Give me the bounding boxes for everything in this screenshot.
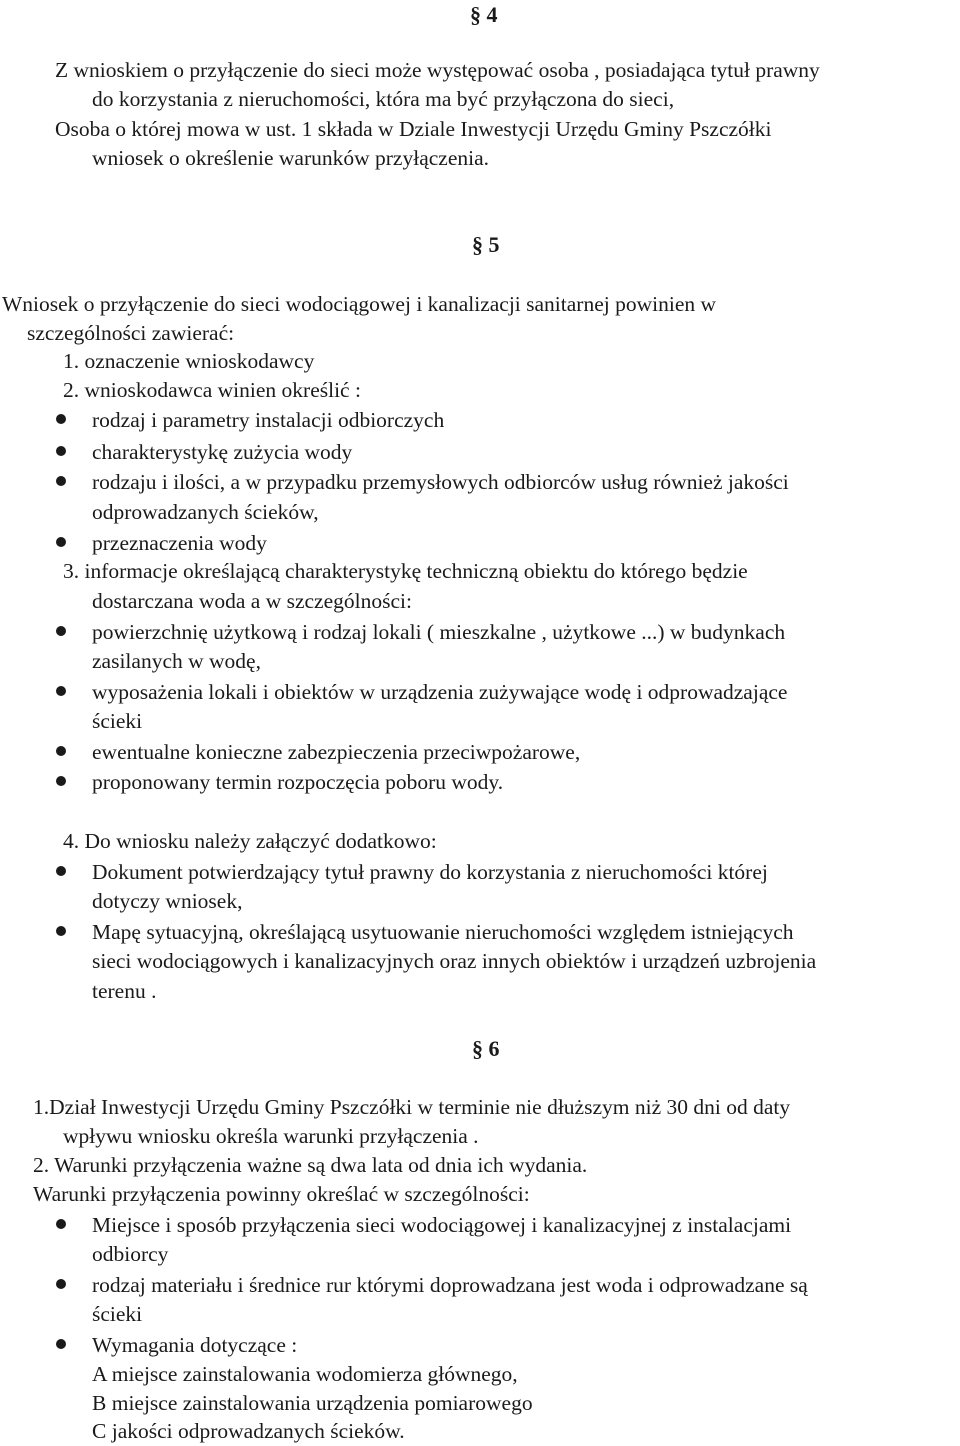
list-item: Wymagania dotyczące : (92, 1333, 298, 1357)
list-item: charakterystykę zużycia wody (92, 440, 353, 464)
list-item-continuation: terenu . (92, 979, 157, 1003)
list-item: ewentualne konieczne zabezpieczenia przeciwpożarowe, (92, 740, 581, 764)
section-6-heading: § 6 (472, 1036, 500, 1061)
paragraph-line: do korzystania z nieruchomości, która ma być przyłączona do sieci, (92, 87, 675, 111)
list-item-continuation: B miejsce zainstalowania urządzenia pomiarowego (92, 1391, 533, 1415)
paragraph-line: Warunki przyłączenia powinny określać w szczególności: (33, 1182, 530, 1206)
bullet-icon (56, 414, 66, 424)
section-4-heading: § 4 (470, 2, 498, 27)
list-item-continuation: zasilanych w wodę, (92, 649, 261, 673)
section-5-heading: § 5 (472, 232, 500, 257)
bullet-icon (56, 686, 66, 696)
list-item-numbered: 2. wnioskodawca winien określić : (63, 378, 361, 402)
bullet-icon (56, 1219, 66, 1229)
paragraph-line: szczególności zawierać: (27, 321, 235, 345)
paragraph-line: 1.Dział Inwestycji Urzędu Gminy Pszczółki w terminie nie dłuższym niż 30 dni od daty (33, 1095, 791, 1119)
bullet-icon (56, 746, 66, 756)
paragraph-line: 2. Warunki przyłączenia ważne są dwa lata od dnia ich wydania. (33, 1153, 588, 1177)
list-item-numbered: 4. Do wniosku należy załączyć dodatkowo: (63, 829, 437, 853)
list-item-continuation: sieci wodociągowych i kanalizacyjnych oraz innych obiektów i urządzeń uzbrojenia (92, 949, 817, 973)
list-item-continuation: dostarczana woda a w szczególności: (92, 589, 412, 613)
bullet-icon (56, 1339, 66, 1349)
list-item: Dokument potwierdzający tytuł prawny do korzystania z nieruchomości której (92, 860, 768, 884)
list-item: wyposażenia lokali i obiektów w urządzenia zużywające wodę i odprowadzające (92, 680, 788, 704)
bullet-icon (56, 926, 66, 936)
list-item-continuation: dotyczy wniosek, (92, 889, 243, 913)
list-item: Miejsce i sposób przyłączenia sieci wodociągowej i kanalizacyjnej z instalacjami (92, 1213, 792, 1237)
list-item: Mapę sytuacyjną, określającą usytuowanie nieruchomości względem istniejących (92, 920, 794, 944)
list-item-numbered: 1. oznaczenie wnioskodawcy (63, 349, 315, 373)
list-item: przeznaczenia wody (92, 531, 267, 555)
paragraph-line: wpływu wniosku określa warunki przyłączenia . (63, 1124, 479, 1148)
list-item: rodzaju i ilości, a w przypadku przemysłowych odbiorców usług również jakości (92, 470, 789, 494)
list-item: proponowany termin rozpoczęcia poboru wody. (92, 770, 504, 794)
list-item: rodzaj materiału i średnice rur którymi doprowadzana jest woda i odprowadzane są (92, 1273, 808, 1297)
bullet-icon (56, 626, 66, 636)
paragraph-line: Osoba o której mowa w ust. 1 składa w Dziale Inwestycji Urzędu Gminy Pszczółki (55, 117, 772, 141)
bullet-icon (56, 776, 66, 786)
list-item: rodzaj i parametry instalacji odbiorczych (92, 408, 445, 432)
bullet-icon (56, 537, 66, 547)
list-item: powierzchnię użytkową i rodzaj lokali ( mieszkalne , użytkowe ...) w budynkach (92, 620, 786, 644)
bullet-icon (56, 476, 66, 486)
bullet-icon (56, 866, 66, 876)
paragraph-line: wniosek o określenie warunków przyłączenia. (92, 146, 490, 170)
list-item-continuation: ścieki (92, 709, 143, 733)
paragraph-line: Wniosek o przyłączenie do sieci wodociągowej i kanalizacji sanitarnej powinien w (2, 292, 717, 316)
list-item-continuation: C jakości odprowadzanych ścieków. (92, 1419, 405, 1443)
list-item-continuation: odbiorcy (92, 1242, 169, 1266)
bullet-icon (56, 1279, 66, 1289)
list-item-continuation: ścieki (92, 1302, 143, 1326)
list-item-continuation: A miejsce zainstalowania wodomierza głównego, (92, 1362, 518, 1386)
list-item-numbered: 3. informacje określającą charakterystykę techniczną obiektu do którego będzie (63, 559, 748, 583)
paragraph-line: Z wnioskiem o przyłączenie do sieci może występować osoba , posiadająca tytuł prawny (55, 58, 820, 82)
list-item-continuation: odprowadzanych ścieków, (92, 500, 319, 524)
bullet-icon (56, 446, 66, 456)
